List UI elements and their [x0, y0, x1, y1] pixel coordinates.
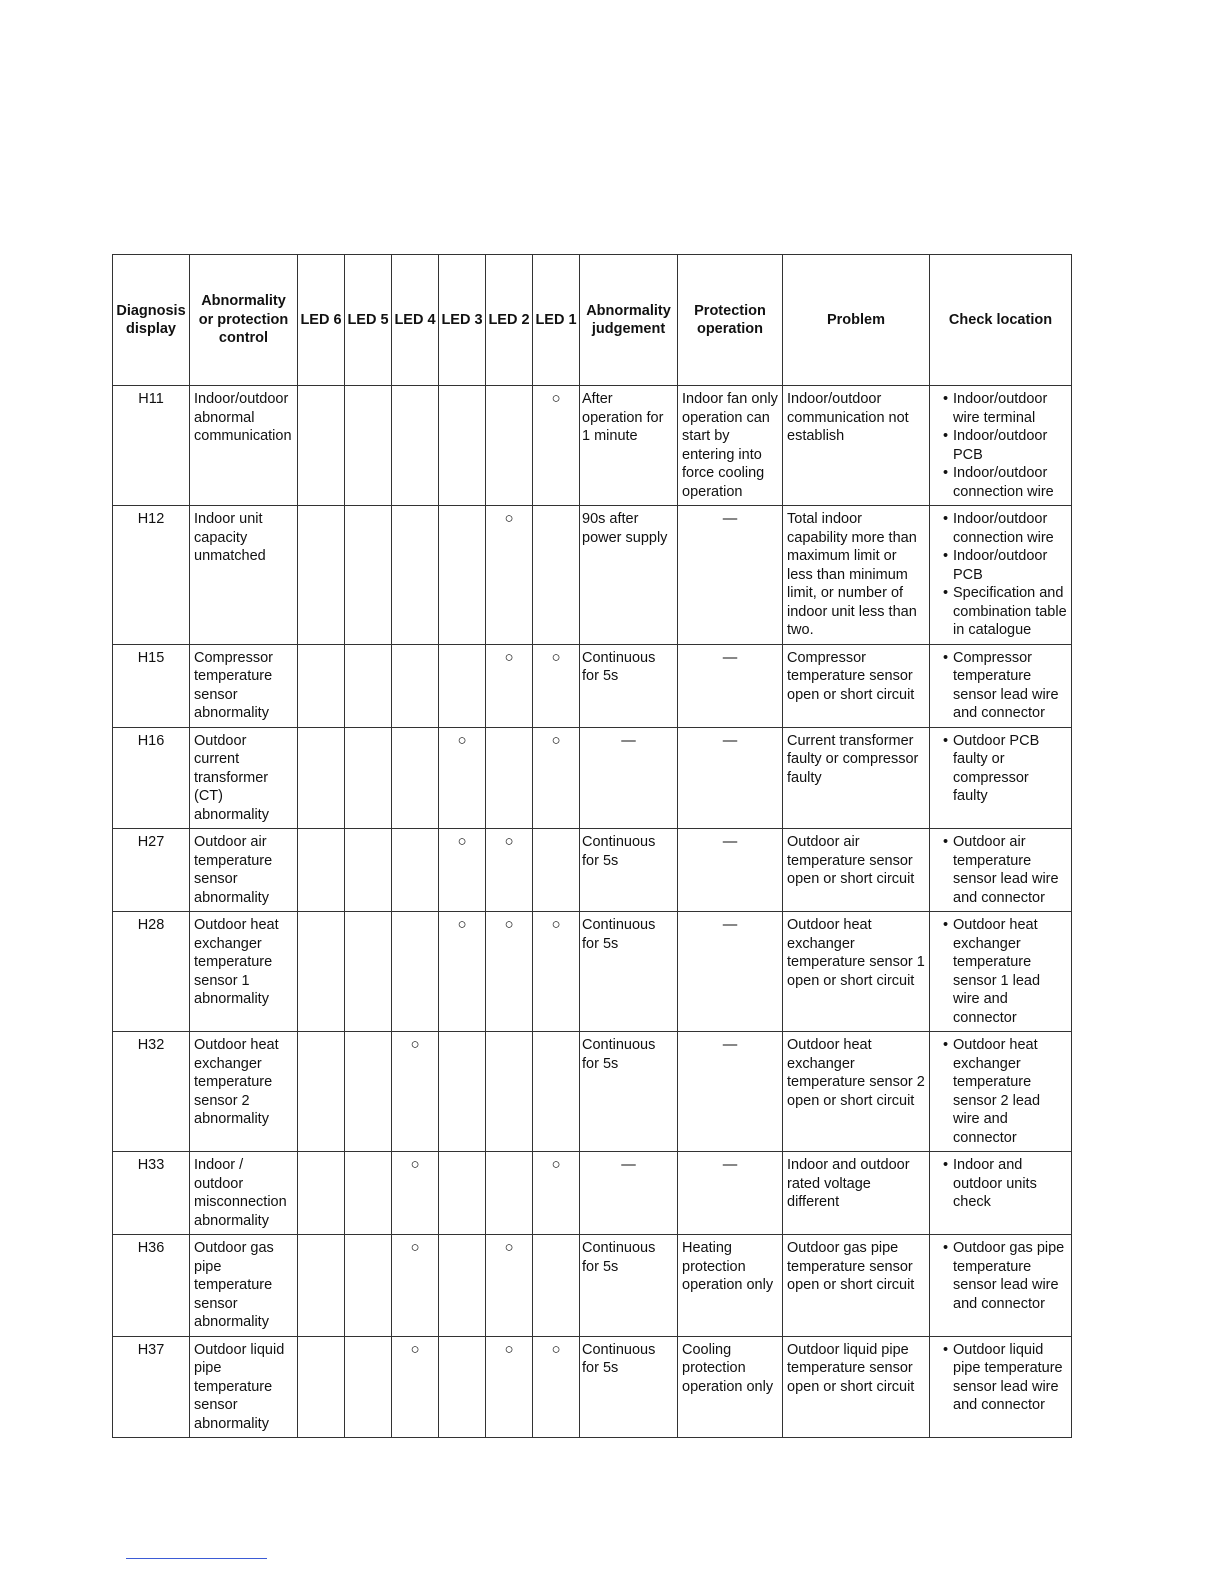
header-led6: LED 6	[298, 255, 345, 386]
check-item: • Outdoor liquid pipe temperature sensor lead wire and connector	[934, 1341, 1067, 1415]
header-led3: LED 3	[439, 255, 486, 386]
check-item: • Specification and combination table in catalogue	[934, 584, 1067, 640]
led3-indicator	[439, 386, 486, 506]
led3-indicator	[439, 644, 486, 727]
problem-text: Current transformer faulty or compressor faulty	[783, 727, 930, 829]
check-location	[930, 1032, 1072, 1152]
header-abnormality: Abnormality or protection control	[190, 255, 298, 386]
protection-text: Heating protection operation only	[678, 1235, 783, 1337]
check-list	[934, 649, 1067, 723]
check-location	[930, 727, 1072, 829]
led4-indicator	[392, 912, 439, 1032]
header-led4: LED 4	[392, 255, 439, 386]
check-item: • Compressor temperature sensor lead wire and connector	[934, 649, 1067, 723]
led2-indicator: ○	[486, 829, 533, 912]
header-protection: Protection operation	[678, 255, 783, 386]
problem-text: Indoor/outdoor communication not establish	[783, 386, 930, 506]
problem-text: Compressor temperature sensor open or short circuit	[783, 644, 930, 727]
judgement-text: —	[580, 727, 678, 829]
table-row	[113, 1336, 1072, 1438]
judgement-text: Continuous for 5s	[580, 1235, 678, 1337]
led6-indicator	[298, 727, 345, 829]
protection-text: —	[678, 829, 783, 912]
problem-text: Outdoor gas pipe temperature sensor open or short circuit	[783, 1235, 930, 1337]
led4-indicator	[392, 829, 439, 912]
check-location	[930, 1336, 1072, 1438]
led4-indicator	[392, 727, 439, 829]
diagnosis-code: H15	[113, 644, 190, 727]
led5-indicator	[345, 1032, 392, 1152]
led4-indicator: ○	[392, 1336, 439, 1438]
check-item: • Indoor/outdoor PCB	[934, 427, 1067, 464]
led1-indicator: ○	[533, 1152, 580, 1235]
table-row	[113, 506, 1072, 645]
judgement-text: Continuous for 5s	[580, 912, 678, 1032]
led6-indicator	[298, 506, 345, 645]
led3-indicator	[439, 506, 486, 645]
led1-indicator	[533, 829, 580, 912]
abnormality-text: Compressor temperature sensor abnormality	[190, 644, 298, 727]
protection-text: —	[678, 912, 783, 1032]
check-list	[934, 510, 1067, 640]
problem-text: Total indoor capability more than maximum limit or less than minimum limit, or number of indoor unit less than two.	[783, 506, 930, 645]
abnormality-text: Outdoor gas pipe temperature sensor abnormality	[190, 1235, 298, 1337]
protection-text: Cooling protection operation only	[678, 1336, 783, 1438]
check-list	[934, 833, 1067, 907]
led1-indicator	[533, 506, 580, 645]
led1-indicator: ○	[533, 1336, 580, 1438]
led3-indicator	[439, 1032, 486, 1152]
check-list	[934, 390, 1067, 501]
led4-indicator	[392, 506, 439, 645]
led4-indicator: ○	[392, 1235, 439, 1337]
check-location	[930, 829, 1072, 912]
led6-indicator	[298, 386, 345, 506]
check-list	[934, 732, 1067, 806]
header-judgement: Abnormality judgement	[580, 255, 678, 386]
protection-text: —	[678, 727, 783, 829]
led1-indicator	[533, 1032, 580, 1152]
header-diagnosis: Diagnosis display	[113, 255, 190, 386]
abnormality-text: Outdoor current transformer (CT) abnormality	[190, 727, 298, 829]
header-problem: Problem	[783, 255, 930, 386]
header-check: Check location	[930, 255, 1072, 386]
led3-indicator	[439, 1152, 486, 1235]
led5-indicator	[345, 644, 392, 727]
led5-indicator	[345, 386, 392, 506]
diagnosis-code: H37	[113, 1336, 190, 1438]
abnormality-text: Outdoor air temperature sensor abnormality	[190, 829, 298, 912]
led1-indicator: ○	[533, 727, 580, 829]
check-item: • Outdoor heat exchanger temperature sensor 1 lead wire and connector	[934, 916, 1067, 1027]
abnormality-text: Outdoor liquid pipe temperature sensor abnormality	[190, 1336, 298, 1438]
led2-indicator	[486, 1152, 533, 1235]
abnormality-text: Outdoor heat exchanger temperature sensor 2 abnormality	[190, 1032, 298, 1152]
led6-indicator	[298, 1032, 345, 1152]
judgement-text: 90s after power supply	[580, 506, 678, 645]
led4-indicator	[392, 644, 439, 727]
problem-text: Outdoor heat exchanger temperature sensor 1 open or short circuit	[783, 912, 930, 1032]
check-list	[934, 1239, 1067, 1313]
led4-indicator	[392, 386, 439, 506]
check-item: • Outdoor heat exchanger temperature sensor 2 lead wire and connector	[934, 1036, 1067, 1147]
led1-indicator: ○	[533, 644, 580, 727]
diagnosis-code: H12	[113, 506, 190, 645]
check-item: • Outdoor PCB faulty or compressor faulty	[934, 732, 1067, 806]
check-location	[930, 1152, 1072, 1235]
diagnosis-code: H11	[113, 386, 190, 506]
table-row	[113, 829, 1072, 912]
table-row	[113, 1032, 1072, 1152]
led3-indicator: ○	[439, 912, 486, 1032]
header-led5: LED 5	[345, 255, 392, 386]
table-row	[113, 727, 1072, 829]
diagnosis-code: H16	[113, 727, 190, 829]
led2-indicator	[486, 386, 533, 506]
check-list	[934, 916, 1067, 1027]
header-row	[113, 255, 1072, 386]
check-list	[934, 1156, 1067, 1212]
judgement-text: —	[580, 1152, 678, 1235]
diagnosis-code: H27	[113, 829, 190, 912]
led5-indicator	[345, 727, 392, 829]
header-led2: LED 2	[486, 255, 533, 386]
check-location	[930, 912, 1072, 1032]
led2-indicator	[486, 1032, 533, 1152]
led5-indicator	[345, 912, 392, 1032]
protection-text: —	[678, 1152, 783, 1235]
led2-indicator: ○	[486, 912, 533, 1032]
led3-indicator: ○	[439, 727, 486, 829]
abnormality-text: Indoor / outdoor misconnection abnormality	[190, 1152, 298, 1235]
table-row	[113, 1235, 1072, 1337]
led2-indicator	[486, 727, 533, 829]
table-body	[113, 386, 1072, 1438]
protection-text: —	[678, 1032, 783, 1152]
led1-indicator: ○	[533, 912, 580, 1032]
diagnosis-code: H28	[113, 912, 190, 1032]
problem-text: Outdoor liquid pipe temperature sensor open or short circuit	[783, 1336, 930, 1438]
check-item: • Indoor/outdoor connection wire	[934, 510, 1067, 547]
check-item: • Outdoor gas pipe temperature sensor lead wire and connector	[934, 1239, 1067, 1313]
diagnosis-code: H36	[113, 1235, 190, 1337]
check-item: • Indoor and outdoor units check	[934, 1156, 1067, 1212]
led2-indicator: ○	[486, 1336, 533, 1438]
judgement-text: Continuous for 5s	[580, 1336, 678, 1438]
led1-indicator: ○	[533, 386, 580, 506]
led4-indicator: ○	[392, 1032, 439, 1152]
header-led1: LED 1	[533, 255, 580, 386]
led3-indicator	[439, 1336, 486, 1438]
problem-text: Outdoor heat exchanger temperature sensor 2 open or short circuit	[783, 1032, 930, 1152]
problem-text: Outdoor air temperature sensor open or short circuit	[783, 829, 930, 912]
led5-indicator	[345, 506, 392, 645]
protection-text: Indoor fan only operation can start by entering into force cooling operation	[678, 386, 783, 506]
diagnosis-code: H32	[113, 1032, 190, 1152]
diagnosis-code: H33	[113, 1152, 190, 1235]
abnormality-text: Outdoor heat exchanger temperature sensor 1 abnormality	[190, 912, 298, 1032]
led6-indicator	[298, 1235, 345, 1337]
led6-indicator	[298, 1336, 345, 1438]
led2-indicator: ○	[486, 1235, 533, 1337]
led5-indicator	[345, 1235, 392, 1337]
led4-indicator: ○	[392, 1152, 439, 1235]
judgement-text: After operation for 1 minute	[580, 386, 678, 506]
check-list	[934, 1036, 1067, 1147]
problem-text: Indoor and outdoor rated voltage different	[783, 1152, 930, 1235]
check-item: • Indoor/outdoor wire terminal	[934, 390, 1067, 427]
protection-text: —	[678, 506, 783, 645]
table-row	[113, 1152, 1072, 1235]
led6-indicator	[298, 829, 345, 912]
diagnosis-table	[112, 254, 1072, 1438]
led6-indicator	[298, 644, 345, 727]
check-item: • Indoor/outdoor PCB	[934, 547, 1067, 584]
check-list	[934, 1341, 1067, 1415]
led2-indicator: ○	[486, 644, 533, 727]
led1-indicator	[533, 1235, 580, 1337]
abnormality-text: Indoor unit capacity unmatched	[190, 506, 298, 645]
table-row	[113, 912, 1072, 1032]
led3-indicator: ○	[439, 829, 486, 912]
footer-rule	[126, 1558, 267, 1559]
judgement-text: Continuous for 5s	[580, 644, 678, 727]
abnormality-text: Indoor/outdoor abnormal communication	[190, 386, 298, 506]
table-row	[113, 386, 1072, 506]
led2-indicator: ○	[486, 506, 533, 645]
judgement-text: Continuous for 5s	[580, 1032, 678, 1152]
led6-indicator	[298, 1152, 345, 1235]
check-location	[930, 1235, 1072, 1337]
check-location	[930, 386, 1072, 506]
table-row	[113, 644, 1072, 727]
led6-indicator	[298, 912, 345, 1032]
check-location	[930, 506, 1072, 645]
check-item: • Outdoor air temperature sensor lead wire and connector	[934, 833, 1067, 907]
led5-indicator	[345, 1336, 392, 1438]
check-location	[930, 644, 1072, 727]
judgement-text: Continuous for 5s	[580, 829, 678, 912]
led5-indicator	[345, 1152, 392, 1235]
led3-indicator	[439, 1235, 486, 1337]
check-item: • Indoor/outdoor connection wire	[934, 464, 1067, 501]
led5-indicator	[345, 829, 392, 912]
protection-text: —	[678, 644, 783, 727]
